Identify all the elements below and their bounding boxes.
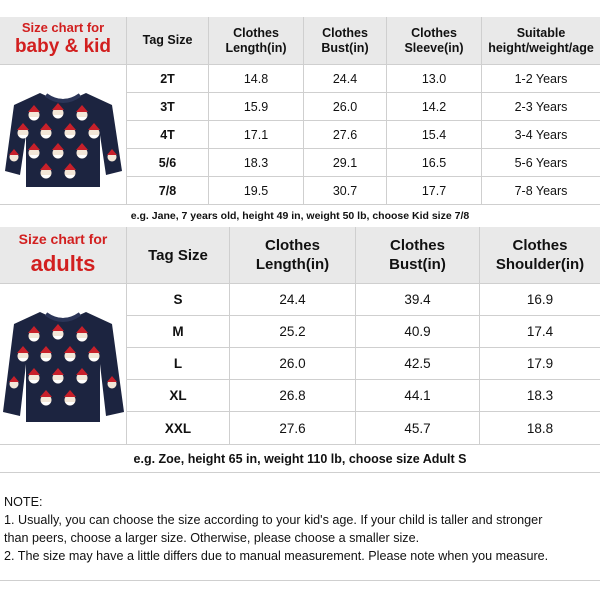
- adults-header-length: Clothes Length(in): [230, 227, 356, 284]
- adults-sweater-picture: [0, 284, 127, 445]
- adults-bust: 45.7: [356, 412, 480, 445]
- adults-size-chart: [0, 227, 600, 472]
- kids-sleeve: 13.0: [387, 65, 482, 93]
- adults-tag-size: S: [127, 284, 230, 316]
- adults-length: 25.2: [230, 316, 356, 348]
- adults-bust: 44.1: [356, 380, 480, 412]
- adults-example: e.g. Zoe, height 65 in, weight 110 lb, choose size Adult S: [0, 445, 600, 473]
- adults-shoulder: 18.8: [480, 412, 600, 445]
- kids-length: 17.1: [209, 121, 304, 149]
- adults-length: 24.4: [230, 284, 356, 316]
- kids-suitable-age: 7-8 Years: [482, 177, 600, 205]
- adults-bust: 42.5: [356, 348, 480, 380]
- note-line: 2. The size may have a little differs due to manual measurement. Please note when you measure.: [4, 549, 549, 563]
- kids-bust: 30.7: [304, 177, 387, 205]
- adults-header-shoulder: Clothes Shoulder(in): [480, 227, 600, 284]
- adults-shoulder: 16.9: [480, 284, 600, 316]
- adults-length: 26.0: [230, 348, 356, 380]
- adults-bust: 40.9: [356, 316, 480, 348]
- adults-tag-size: XL: [127, 380, 230, 412]
- kids-header-bust: Clothes Bust(in): [304, 17, 387, 65]
- kids-tag-size: 3T: [127, 93, 209, 121]
- adults-title-small: Size chart for: [18, 231, 108, 247]
- adults-shoulder: 17.9: [480, 348, 600, 380]
- kids-sleeve: 14.2: [387, 93, 482, 121]
- adults-title-big: adults: [30, 251, 96, 276]
- kids-suitable-age: 3-4 Years: [482, 121, 600, 149]
- adults-tag-size: XXL: [127, 412, 230, 445]
- note-line: than peers, choose a larger size. Otherwise, please choose a smaller size.: [4, 531, 420, 545]
- kids-sleeve: 16.5: [387, 149, 482, 177]
- kids-header-tag-size: Tag Size: [127, 17, 209, 65]
- kids-length: 14.8: [209, 65, 304, 93]
- kids-sweater-image: [0, 65, 127, 205]
- kids-title-small: Size chart for: [21, 20, 105, 35]
- kids-sleeve: 17.7: [387, 177, 482, 205]
- kids-bust: 24.4: [304, 65, 387, 93]
- adults-length: 27.6: [230, 412, 356, 445]
- kids-bust: 27.6: [304, 121, 387, 149]
- kids-suitable-age: 5-6 Years: [482, 149, 600, 177]
- kids-suitable-age: 2-3 Years: [482, 93, 600, 121]
- adults-shoulder: 18.3: [480, 380, 600, 412]
- notes-title: NOTE:: [4, 495, 43, 509]
- adults-sweater-image: [0, 284, 127, 445]
- kids-header-sleeve: Clothes Sleeve(in): [387, 17, 482, 65]
- kids-chart-title: [0, 17, 127, 65]
- adults-length: 26.8: [230, 380, 356, 412]
- kids-length: 18.3: [209, 149, 304, 177]
- note-line: 1. Usually, you can choose the size according to your kid's age. If your child is taller and stronger: [4, 513, 543, 527]
- adults-header-bust: Clothes Bust(in): [356, 227, 480, 284]
- adults-header-tag-size: Tag Size: [127, 227, 230, 284]
- adults-shoulder: 17.4: [480, 316, 600, 348]
- kids-length: 15.9: [209, 93, 304, 121]
- kids-example: e.g. Jane, 7 years old, height 49 in, weight 50 lb, choose Kid size 7/8: [0, 205, 600, 228]
- adults-chart-title: [0, 227, 127, 284]
- adults-bust: 39.4: [356, 284, 480, 316]
- adults-tag-size: L: [127, 348, 230, 380]
- kids-suitable-age: 1-2 Years: [482, 65, 600, 93]
- kids-header-length: Clothes Length(in): [209, 17, 304, 65]
- notes-bottom-divider: [0, 580, 600, 581]
- kids-header-suitable: Suitable height/weight/age: [482, 17, 600, 65]
- kids-tag-size: 7/8: [127, 177, 209, 205]
- kids-bust: 26.0: [304, 93, 387, 121]
- kids-bust: 29.1: [304, 149, 387, 177]
- kids-sweater-picture: [0, 65, 127, 205]
- kids-tag-size: 5/6: [127, 149, 209, 177]
- kids-sleeve: 15.4: [387, 121, 482, 149]
- kids-title-big: baby & kid: [14, 36, 112, 57]
- kids-length: 19.5: [209, 177, 304, 205]
- kids-tag-size: 2T: [127, 65, 209, 93]
- notes-section: [4, 493, 600, 565]
- adults-tag-size: M: [127, 316, 230, 348]
- kids-size-chart: [0, 17, 600, 227]
- kids-tag-size: 4T: [127, 121, 209, 149]
